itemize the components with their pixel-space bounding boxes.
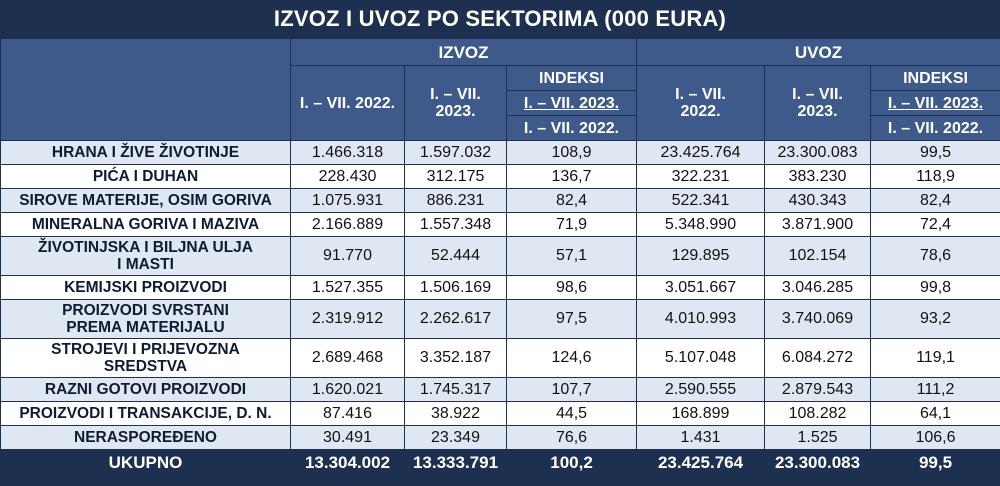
value-cell: 1.525 xyxy=(765,426,871,450)
header-uvoz-2022: I. – VII. 2022. xyxy=(637,66,765,141)
header-uvoz-indeksi-bottom: I. – VII. 2022. xyxy=(871,116,1000,141)
value-cell: 23.300.083 xyxy=(765,141,871,165)
trade-table xyxy=(0,38,1000,477)
value-cell: 2.319.912 xyxy=(291,300,405,339)
value-cell: 1.557.348 xyxy=(405,213,507,237)
value-cell: 99,5 xyxy=(871,141,1000,165)
table-row xyxy=(1,339,1000,378)
table-row xyxy=(1,378,1000,402)
table-title: IZVOZ I UVOZ PO SEKTORIMA (000 EURA) xyxy=(0,0,1000,38)
value-cell: 5.107.048 xyxy=(637,339,765,378)
total-label: UKUPNO xyxy=(1,450,291,477)
total-cell: 23.425.764 xyxy=(637,450,765,477)
header-izvoz-indeksi-top: I. – VII. 2023. xyxy=(507,91,637,116)
table-footer xyxy=(1,450,1000,477)
value-cell: 91.770 xyxy=(291,237,405,276)
value-cell: 4.010.993 xyxy=(637,300,765,339)
sector-label: RAZNI GOTOVI PROIZVODI xyxy=(1,378,291,402)
value-cell: 1.620.021 xyxy=(291,378,405,402)
value-cell: 107,7 xyxy=(507,378,637,402)
value-cell: 82,4 xyxy=(507,189,637,213)
value-cell: 168.899 xyxy=(637,402,765,426)
value-cell: 430.343 xyxy=(765,189,871,213)
value-cell: 886.231 xyxy=(405,189,507,213)
value-cell: 64,1 xyxy=(871,402,1000,426)
header-izvoz-2022: I. – VII. 2022. xyxy=(291,66,405,141)
value-cell: 1.597.032 xyxy=(405,141,507,165)
sector-label: PIĆA I DUHAN xyxy=(1,165,291,189)
value-cell: 108,9 xyxy=(507,141,637,165)
table-row xyxy=(1,165,1000,189)
value-cell: 118,9 xyxy=(871,165,1000,189)
value-cell: 1.075.931 xyxy=(291,189,405,213)
value-cell: 97,5 xyxy=(507,300,637,339)
total-row xyxy=(1,450,1000,477)
sector-label: STROJEVI I PRIJEVOZNA SREDSTVA xyxy=(1,339,291,378)
total-cell: 13.304.002 xyxy=(291,450,405,477)
value-cell: 57,1 xyxy=(507,237,637,276)
value-cell: 38.922 xyxy=(405,402,507,426)
value-cell: 3.051.667 xyxy=(637,276,765,300)
value-cell: 52.444 xyxy=(405,237,507,276)
value-cell: 108.282 xyxy=(765,402,871,426)
header-uvoz: UVOZ xyxy=(637,39,1000,66)
sector-label: NERASPOREĐENO xyxy=(1,426,291,450)
value-cell: 228.430 xyxy=(291,165,405,189)
value-cell: 87.416 xyxy=(291,402,405,426)
sector-label: PROIZVODI SVRSTANI PREMA MATERIJALU xyxy=(1,300,291,339)
table-row xyxy=(1,300,1000,339)
value-cell: 71,9 xyxy=(507,213,637,237)
value-cell: 99,8 xyxy=(871,276,1000,300)
sector-label: MINERALNA GORIVA I MAZIVA xyxy=(1,213,291,237)
value-cell: 3.352.187 xyxy=(405,339,507,378)
value-cell: 2.879.543 xyxy=(765,378,871,402)
total-cell: 99,5 xyxy=(871,450,1000,477)
value-cell: 5.348.990 xyxy=(637,213,765,237)
header-uvoz-2023: I. – VII. 2023. xyxy=(765,66,871,141)
value-cell: 6.084.272 xyxy=(765,339,871,378)
value-cell: 2.689.468 xyxy=(291,339,405,378)
value-cell: 136,7 xyxy=(507,165,637,189)
value-cell: 93,2 xyxy=(871,300,1000,339)
value-cell: 119,1 xyxy=(871,339,1000,378)
header-blank xyxy=(1,39,291,141)
value-cell: 383.230 xyxy=(765,165,871,189)
table-row xyxy=(1,189,1000,213)
sector-label: PROIZVODI I TRANSAKCIJE, D. N. xyxy=(1,402,291,426)
table-header xyxy=(1,39,1000,141)
value-cell: 23.425.764 xyxy=(637,141,765,165)
header-uvoz-indeksi: INDEKSI xyxy=(871,66,1000,91)
value-cell: 102.154 xyxy=(765,237,871,276)
value-cell: 30.491 xyxy=(291,426,405,450)
header-izvoz: IZVOZ xyxy=(291,39,637,66)
value-cell: 23.349 xyxy=(405,426,507,450)
value-cell: 1.527.355 xyxy=(291,276,405,300)
value-cell: 2.590.555 xyxy=(637,378,765,402)
value-cell: 44,5 xyxy=(507,402,637,426)
header-izvoz-indeksi: INDEKSI xyxy=(507,66,637,91)
value-cell: 111,2 xyxy=(871,378,1000,402)
value-cell: 522.341 xyxy=(637,189,765,213)
total-cell: 23.300.083 xyxy=(765,450,871,477)
sector-label: HRANA I ŽIVE ŽIVOTINJE xyxy=(1,141,291,165)
table-row xyxy=(1,213,1000,237)
value-cell: 106,6 xyxy=(871,426,1000,450)
value-cell: 312.175 xyxy=(405,165,507,189)
value-cell: 1.466.318 xyxy=(291,141,405,165)
header-izvoz-indeksi-bottom: I. – VII. 2022. xyxy=(507,116,637,141)
value-cell: 76,6 xyxy=(507,426,637,450)
table-row xyxy=(1,276,1000,300)
header-uvoz-indeksi-top: I. – VII. 2023. xyxy=(871,91,1000,116)
sector-label: SIROVE MATERIJE, OSIM GORIVA xyxy=(1,189,291,213)
value-cell: 98,6 xyxy=(507,276,637,300)
value-cell: 78,6 xyxy=(871,237,1000,276)
value-cell: 1.431 xyxy=(637,426,765,450)
table-body xyxy=(1,141,1000,450)
value-cell: 2.262.617 xyxy=(405,300,507,339)
value-cell: 3.740.069 xyxy=(765,300,871,339)
value-cell: 124,6 xyxy=(507,339,637,378)
table-row xyxy=(1,426,1000,450)
total-cell: 13.333.791 xyxy=(405,450,507,477)
sector-label: ŽIVOTINJSKA I BILJNA ULJA I MASTI xyxy=(1,237,291,276)
value-cell: 129.895 xyxy=(637,237,765,276)
header-izvoz-2023: I. – VII. 2023. xyxy=(405,66,507,141)
value-cell: 322.231 xyxy=(637,165,765,189)
sector-label: KEMIJSKI PROIZVODI xyxy=(1,276,291,300)
total-cell: 100,2 xyxy=(507,450,637,477)
value-cell: 1.745.317 xyxy=(405,378,507,402)
value-cell: 1.506.169 xyxy=(405,276,507,300)
value-cell: 2.166.889 xyxy=(291,213,405,237)
value-cell: 72,4 xyxy=(871,213,1000,237)
value-cell: 3.871.900 xyxy=(765,213,871,237)
table-row xyxy=(1,402,1000,426)
table-row xyxy=(1,237,1000,276)
table-row xyxy=(1,141,1000,165)
value-cell: 82,4 xyxy=(871,189,1000,213)
value-cell: 3.046.285 xyxy=(765,276,871,300)
